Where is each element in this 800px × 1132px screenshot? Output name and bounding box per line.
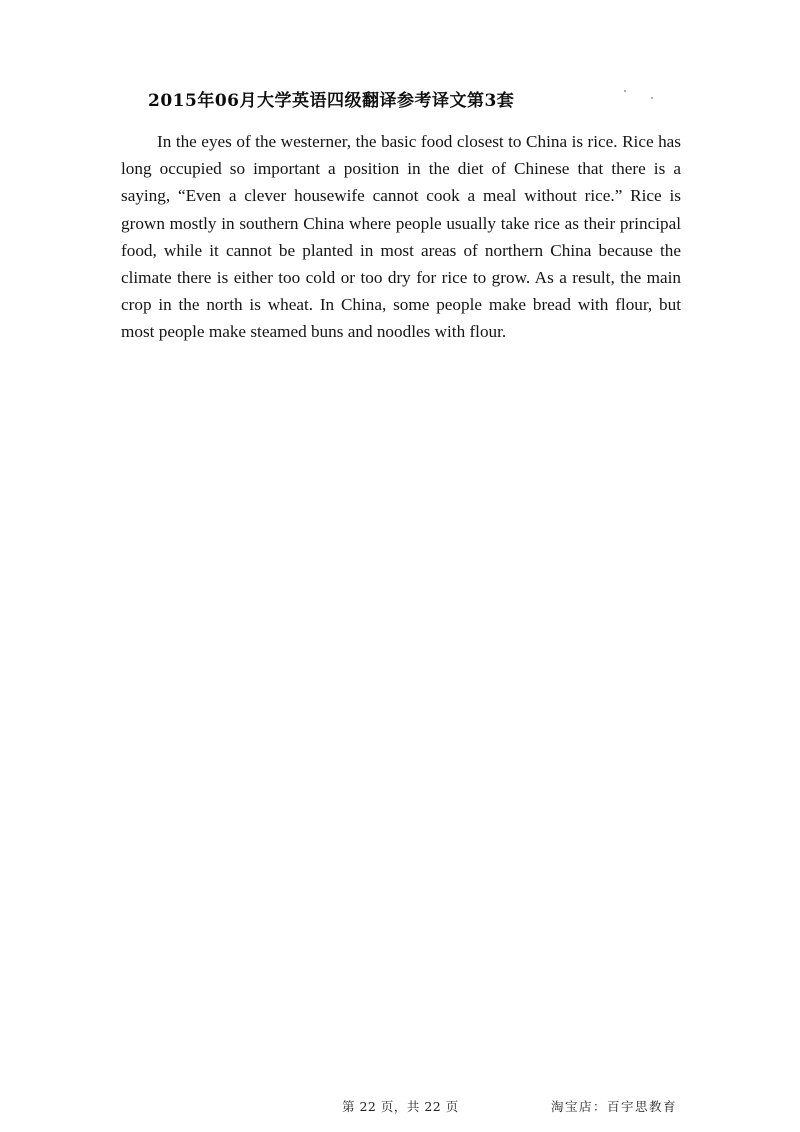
translation-paragraph: In the eyes of the westerner, the basic food closest to China is rice. Rice has long occupied so important a position in the diet of Chinese that there is a saying, “Even a clever housewife cannot cook a meal without rice.” Rice is grown mostly in southern China where people usually take rice as their principal food, while it cannot be planted in most areas of northern China because the climate there is either too cold or too dry for rice to grow. As a result, the main crop in the north is wheat. In China, some people make bread with flour, but most people make steamed buns and noodles with flour.	[121, 132, 681, 342]
page-number: 第 22 页，共 22 页	[342, 1099, 459, 1114]
document-title: 2015年06月大学英语四级翻译参考译文第3套	[148, 91, 515, 111]
scan-speck	[651, 97, 653, 99]
shop-label: 淘宝店：百宇思教育	[551, 1099, 678, 1114]
scan-speck	[624, 90, 626, 92]
